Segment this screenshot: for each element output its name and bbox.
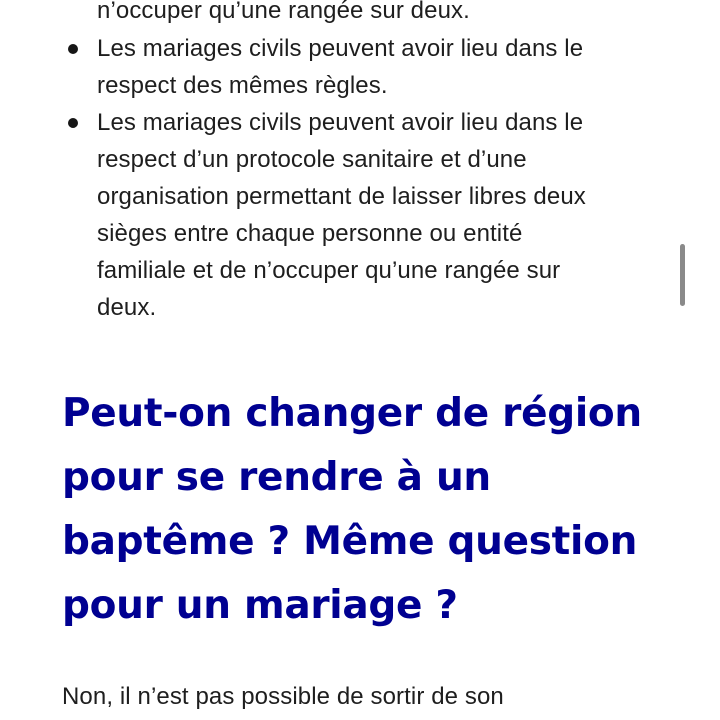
- list-item: [62, 104, 662, 326]
- heading-line: Peut-on changer de région: [62, 391, 642, 436]
- scrollbar-thumb[interactable]: [680, 244, 685, 306]
- bullet-line: respect des mêmes règles.: [97, 72, 388, 99]
- bullet-line: familiale et de n’occuper qu’une rangée sur: [97, 257, 561, 284]
- bullet-line: deux.: [97, 294, 157, 321]
- bullet-line: respect d’un protocole sanitaire et d’une: [97, 146, 527, 173]
- bullet-line: sièges entre chaque personne ou entité: [97, 220, 523, 247]
- bullet-text: [97, 30, 662, 104]
- bullet-line: organisation permettant de laisser libres deux: [97, 183, 586, 210]
- bullet-dot-icon: [68, 44, 78, 54]
- paragraph-fragment-bottom: Non, il n’est pas possible de sortir de son: [62, 683, 504, 710]
- bullet-line: Les mariages civils peuvent avoir lieu dans le: [97, 109, 584, 136]
- bullet-dot-icon: [68, 118, 78, 128]
- paragraph-fragment-top: n’occuper qu’une rangée sur deux.: [97, 0, 470, 24]
- heading-line: baptême ? Même question: [62, 519, 638, 564]
- bullet-text: [97, 104, 662, 326]
- bullet-list: [62, 30, 662, 326]
- heading-line: pour un mariage ?: [62, 583, 458, 628]
- bullet-line: Les mariages civils peuvent avoir lieu dans le: [97, 35, 584, 62]
- list-item: [62, 30, 662, 104]
- heading-line: pour se rendre à un: [62, 455, 491, 500]
- section-heading: [62, 382, 662, 638]
